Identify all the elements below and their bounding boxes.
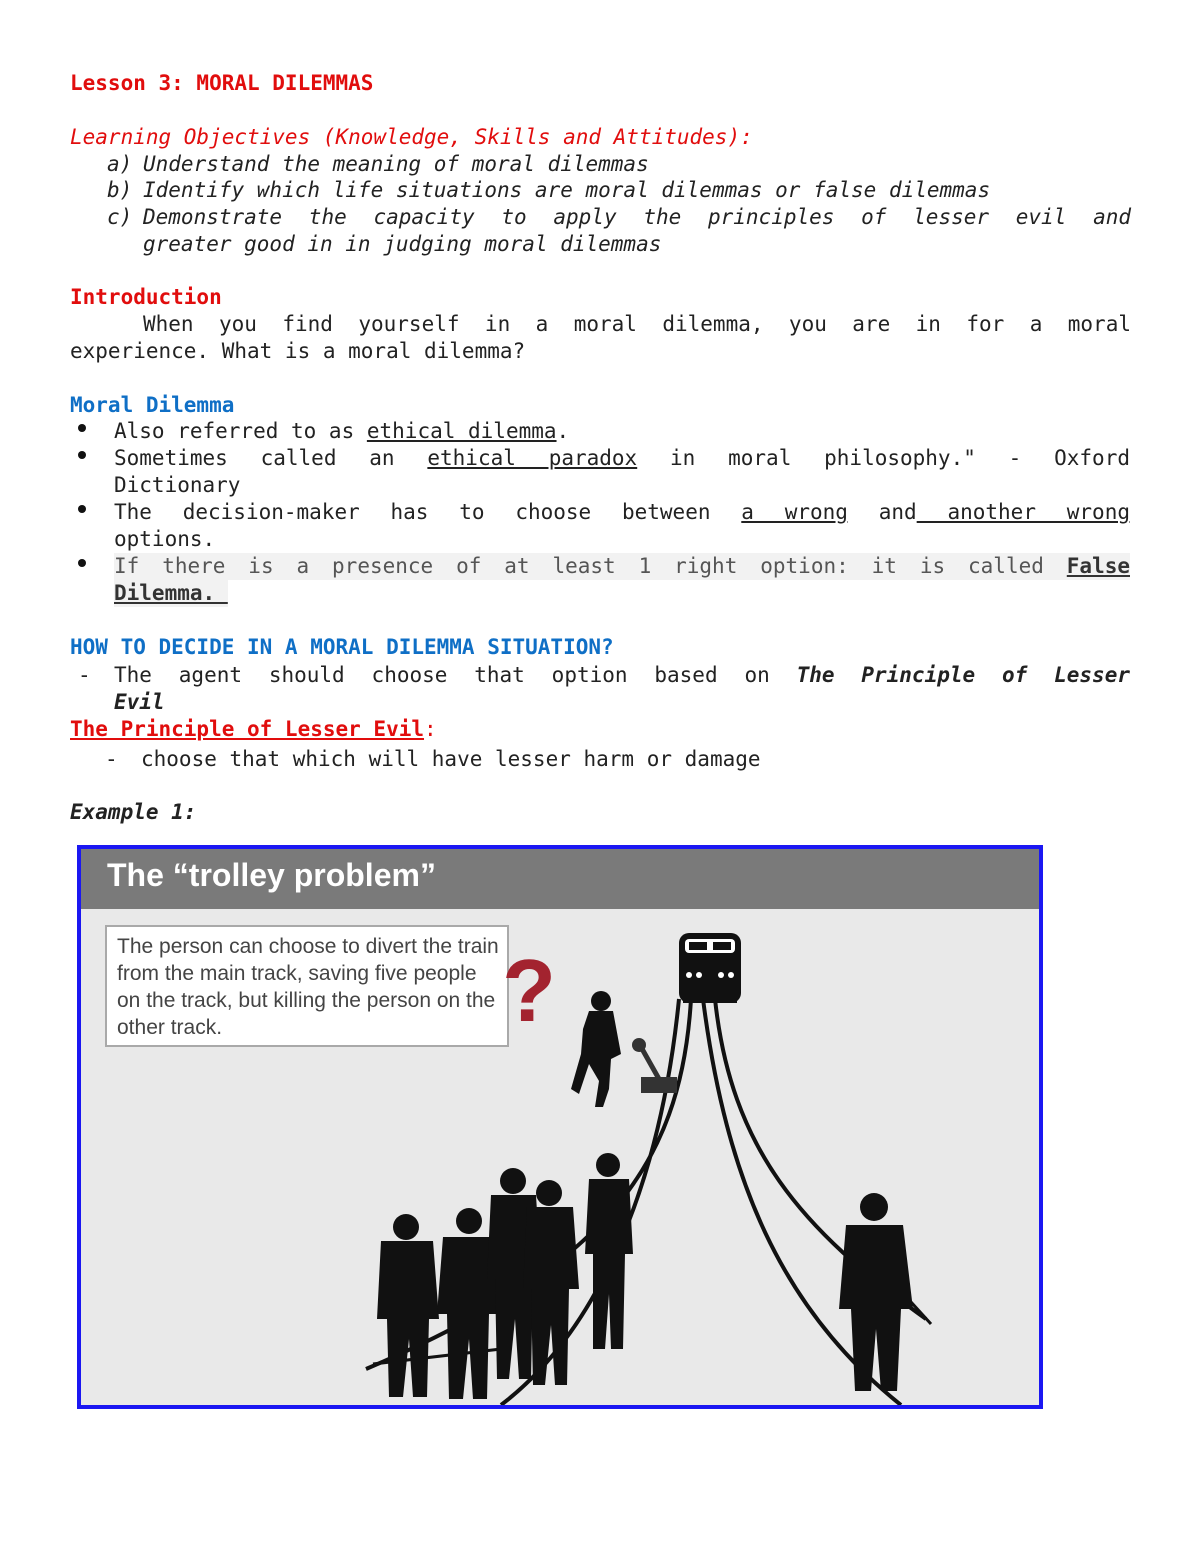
principle-heading: The Principle of Lesser Evil xyxy=(70,717,425,741)
objectives-heading: Learning Objectives (Knowledge, Skills and Attitudes): xyxy=(70,125,753,149)
principle-dash: - xyxy=(105,747,118,771)
decision-maker-person-icon xyxy=(571,991,621,1107)
introduction-heading: Introduction xyxy=(70,285,222,309)
objective-a-text: Understand the meaning of moral dilemmas xyxy=(143,152,649,176)
objective-c-text-line2: greater good in in judging moral dilemmas xyxy=(143,232,662,256)
bullet-2-post: in moral philosophy." - Oxford xyxy=(637,446,1130,470)
bullet-dot xyxy=(78,505,86,513)
bullet-3-mid: and xyxy=(847,500,917,524)
bullet-3-pre: The decision-maker has to choose between xyxy=(114,500,742,524)
bullet-2-pre: Sometimes called an xyxy=(114,446,428,470)
bullet-4-line1 xyxy=(114,553,1130,580)
objective-b-text: Identify which life situations are moral dilemmas or false dilemmas xyxy=(143,178,991,202)
bullet-3-line1 xyxy=(114,499,1130,526)
figure-title: The “trolley problem” xyxy=(107,857,436,893)
objective-b-marker: b) xyxy=(107,178,133,202)
trolley-illustration xyxy=(81,849,1039,1405)
figure-caption: The person can choose to divert the train from the main track, saving five people on the track, but killing the person on the other track. xyxy=(117,935,499,1039)
introduction-line2: experience. What is a moral dilemma? xyxy=(70,339,526,363)
how-to-line1 xyxy=(114,662,1130,689)
bullet-1 xyxy=(114,418,569,445)
objective-c-marker: c) xyxy=(107,205,133,229)
false-text: False xyxy=(1066,554,1130,578)
a-wrong-text: a wrong xyxy=(741,500,848,524)
bullet-4-line2: Dilemma. xyxy=(114,581,228,605)
bullet-dot xyxy=(78,451,86,459)
objective-a-marker: a) xyxy=(107,152,133,176)
another-wrong-text: another wrong xyxy=(916,500,1130,524)
principle-heading-row xyxy=(70,716,437,743)
train-icon xyxy=(679,933,741,1003)
objective-c-text-line1: Demonstrate the capacity to apply the principles of lesser evil and xyxy=(143,205,1131,229)
bullet-4-pre: If there is a presence of at least 1 right option: it is called xyxy=(114,554,1067,578)
bullet-dot xyxy=(78,559,86,567)
principle-reference: The Principle of Lesser xyxy=(796,663,1130,687)
how-to-pre: The agent should choose that option based on xyxy=(114,663,797,687)
bullet-3-line2: options. xyxy=(114,527,216,551)
five-people-icon xyxy=(377,1153,633,1399)
bullet-2-line2: Dictionary xyxy=(114,473,241,497)
trolley-problem-figure xyxy=(77,845,1043,1409)
single-person-icon xyxy=(839,1193,913,1391)
principle-item: choose that which will have lesser harm or damage xyxy=(141,747,761,771)
question-mark-icon: ? xyxy=(502,941,556,1040)
bullet-1-pre: Also referred to as xyxy=(114,419,367,443)
how-to-line2: Evil xyxy=(114,690,165,714)
bullet-dot xyxy=(78,424,86,432)
ethical-paradox-link: ethical paradox xyxy=(427,446,638,470)
bullet-2-line1 xyxy=(114,445,1130,472)
lesson-title: Lesson 3: MORAL DILEMMAS xyxy=(70,71,374,95)
introduction-line1: When you find yourself in a moral dilemma, you are in for a moral xyxy=(143,312,1131,336)
bullet-1-post: . xyxy=(556,419,570,443)
ethical-dilemma-link: ethical dilemma xyxy=(366,419,557,443)
principle-colon: : xyxy=(424,717,437,741)
how-to-heading: HOW TO DECIDE IN A MORAL DILEMMA SITUATION? xyxy=(70,635,614,659)
moral-dilemma-heading: Moral Dilemma xyxy=(70,393,235,417)
how-to-dash: - xyxy=(78,663,91,687)
example-label: Example 1: xyxy=(70,800,197,824)
